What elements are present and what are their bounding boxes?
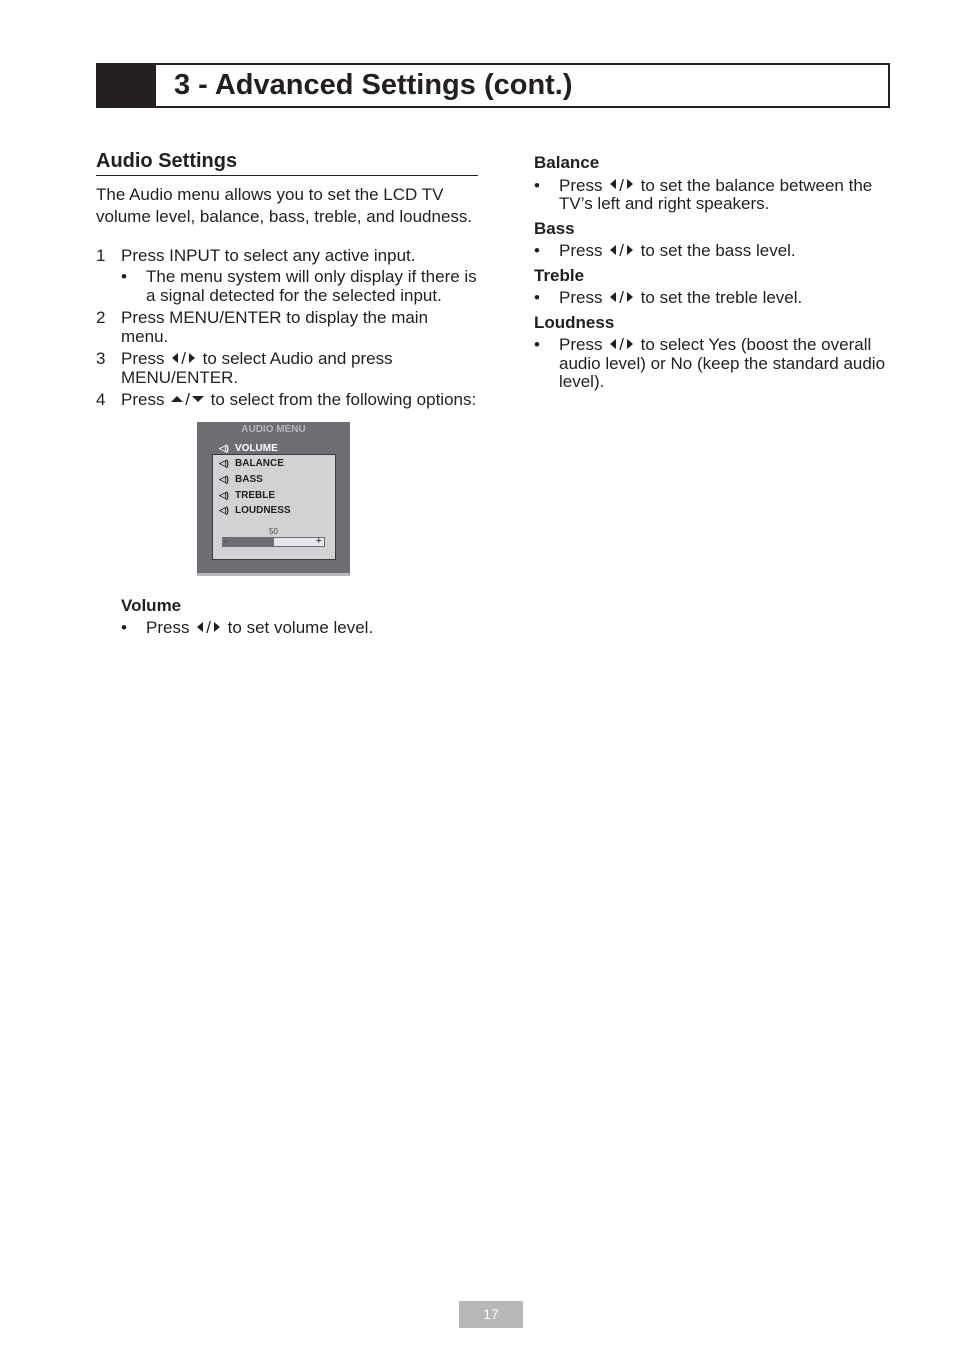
slash: / bbox=[181, 349, 186, 368]
audio-menu-screenshot bbox=[197, 422, 350, 576]
bass-bullet bbox=[534, 242, 894, 261]
menu-item-volume: ◁) VOLUME bbox=[219, 442, 278, 454]
left-arrow-icon bbox=[610, 179, 616, 189]
menu-item-loudness: ◁) LOUDNESS bbox=[219, 504, 291, 516]
plus-icon: + bbox=[315, 534, 322, 547]
up-arrow-icon bbox=[171, 396, 183, 402]
slash: / bbox=[206, 618, 211, 637]
volume-section bbox=[121, 597, 478, 638]
bullet-pre: Press bbox=[559, 175, 603, 195]
right-arrow-icon bbox=[627, 179, 633, 189]
bullet-mark: • bbox=[121, 618, 127, 637]
step-3 bbox=[96, 350, 478, 387]
step-text: Press MENU/ENTER to display the main menu. bbox=[121, 308, 429, 346]
bullet-mark: • bbox=[534, 288, 540, 307]
left-arrow-icon bbox=[197, 622, 203, 632]
step-4 bbox=[96, 391, 478, 410]
right-arrow-icon bbox=[627, 245, 633, 255]
treble-heading: Treble bbox=[534, 265, 585, 285]
volume-bullet bbox=[121, 619, 478, 638]
header-block bbox=[98, 65, 156, 106]
bullet-mark: • bbox=[534, 335, 540, 354]
note-text: The menu system will only display if there is a signal detected for the selected input. bbox=[146, 267, 477, 305]
balance-bullet bbox=[534, 177, 894, 214]
bullet-mark: • bbox=[534, 241, 540, 260]
speaker-icon: ◁) bbox=[219, 489, 229, 500]
step-text-pre: Press bbox=[121, 390, 165, 409]
step-text: Press INPUT to select any active input. bbox=[121, 245, 416, 265]
right-arrow-icon bbox=[627, 292, 633, 302]
treble-bullet bbox=[534, 289, 894, 308]
slash: / bbox=[619, 175, 624, 195]
loudness-heading: Loudness bbox=[534, 312, 615, 332]
speaker-icon: ◁) bbox=[219, 473, 229, 484]
audio-settings-heading: Audio Settings bbox=[96, 152, 478, 176]
step-number: 2 bbox=[96, 308, 106, 327]
minus-icon: - bbox=[224, 535, 227, 546]
bullet-post: to select Yes (boost the overall audio level) or No (keep the standard audio level). bbox=[559, 335, 886, 391]
bullet-pre: Press bbox=[559, 335, 603, 354]
volume-heading: Volume bbox=[121, 595, 182, 615]
step-2 bbox=[96, 309, 478, 346]
bass-heading: Bass bbox=[534, 218, 575, 238]
step-1 bbox=[96, 247, 478, 306]
step-text-post: to select from the following options: bbox=[210, 390, 477, 409]
left-column bbox=[96, 152, 478, 642]
slash: / bbox=[619, 241, 624, 260]
volume-value: 50 bbox=[269, 526, 278, 536]
page-header bbox=[96, 63, 890, 108]
step-text-post: to select Audio and press MENU/ENTER. bbox=[121, 349, 393, 387]
bullet-post: to set the balance between the TV’s left and right speakers. bbox=[559, 175, 873, 213]
right-arrow-icon bbox=[214, 622, 220, 632]
menu-item-balance: ◁) BALANCE bbox=[219, 457, 284, 469]
left-arrow-icon bbox=[610, 339, 616, 349]
left-arrow-icon bbox=[610, 292, 616, 302]
bullet-post: to set the bass level. bbox=[640, 241, 796, 260]
bullet-post: to set volume level. bbox=[227, 618, 374, 637]
step-number: 1 bbox=[96, 245, 106, 265]
right-column bbox=[534, 154, 894, 398]
page-number: 17 bbox=[459, 1301, 523, 1328]
balance-heading: Balance bbox=[534, 153, 600, 172]
speaker-icon: ◁) bbox=[219, 504, 229, 515]
right-arrow-icon bbox=[627, 339, 633, 349]
bullet-pre: Press bbox=[559, 241, 603, 260]
step-1-note bbox=[121, 268, 478, 305]
volume-bar-fill bbox=[223, 538, 274, 546]
speaker-icon: ◁) bbox=[219, 442, 229, 453]
audio-intro: The Audio menu allows you to set the LCD TV volume level, balance, bass, treble, and loudness. bbox=[96, 184, 473, 226]
bullet-post: to set the treble level. bbox=[640, 288, 803, 307]
right-arrow-icon bbox=[189, 353, 195, 363]
bullet-pre: Press bbox=[559, 288, 603, 307]
menu-item-treble: ◁) TREBLE bbox=[219, 489, 275, 501]
bullet-pre: Press bbox=[146, 618, 190, 637]
left-arrow-icon bbox=[172, 353, 178, 363]
slash: / bbox=[619, 335, 624, 354]
menu-title: AUDIO MENU bbox=[241, 423, 306, 435]
step-text-pre: Press bbox=[121, 349, 165, 368]
page-title: 3 - Advanced Settings (cont.) bbox=[174, 69, 573, 101]
down-arrow-icon bbox=[192, 396, 204, 402]
bullet-mark: • bbox=[534, 175, 540, 195]
slash: / bbox=[185, 390, 190, 409]
step-number: 4 bbox=[96, 390, 106, 409]
loudness-bullet bbox=[534, 336, 894, 392]
bullet-mark: • bbox=[121, 267, 127, 286]
menu-item-bass: ◁) BASS bbox=[219, 473, 263, 485]
step-number: 3 bbox=[96, 349, 106, 368]
speaker-icon: ◁) bbox=[219, 457, 229, 468]
slash: / bbox=[619, 288, 624, 307]
volume-bar bbox=[222, 534, 325, 547]
left-arrow-icon bbox=[610, 245, 616, 255]
